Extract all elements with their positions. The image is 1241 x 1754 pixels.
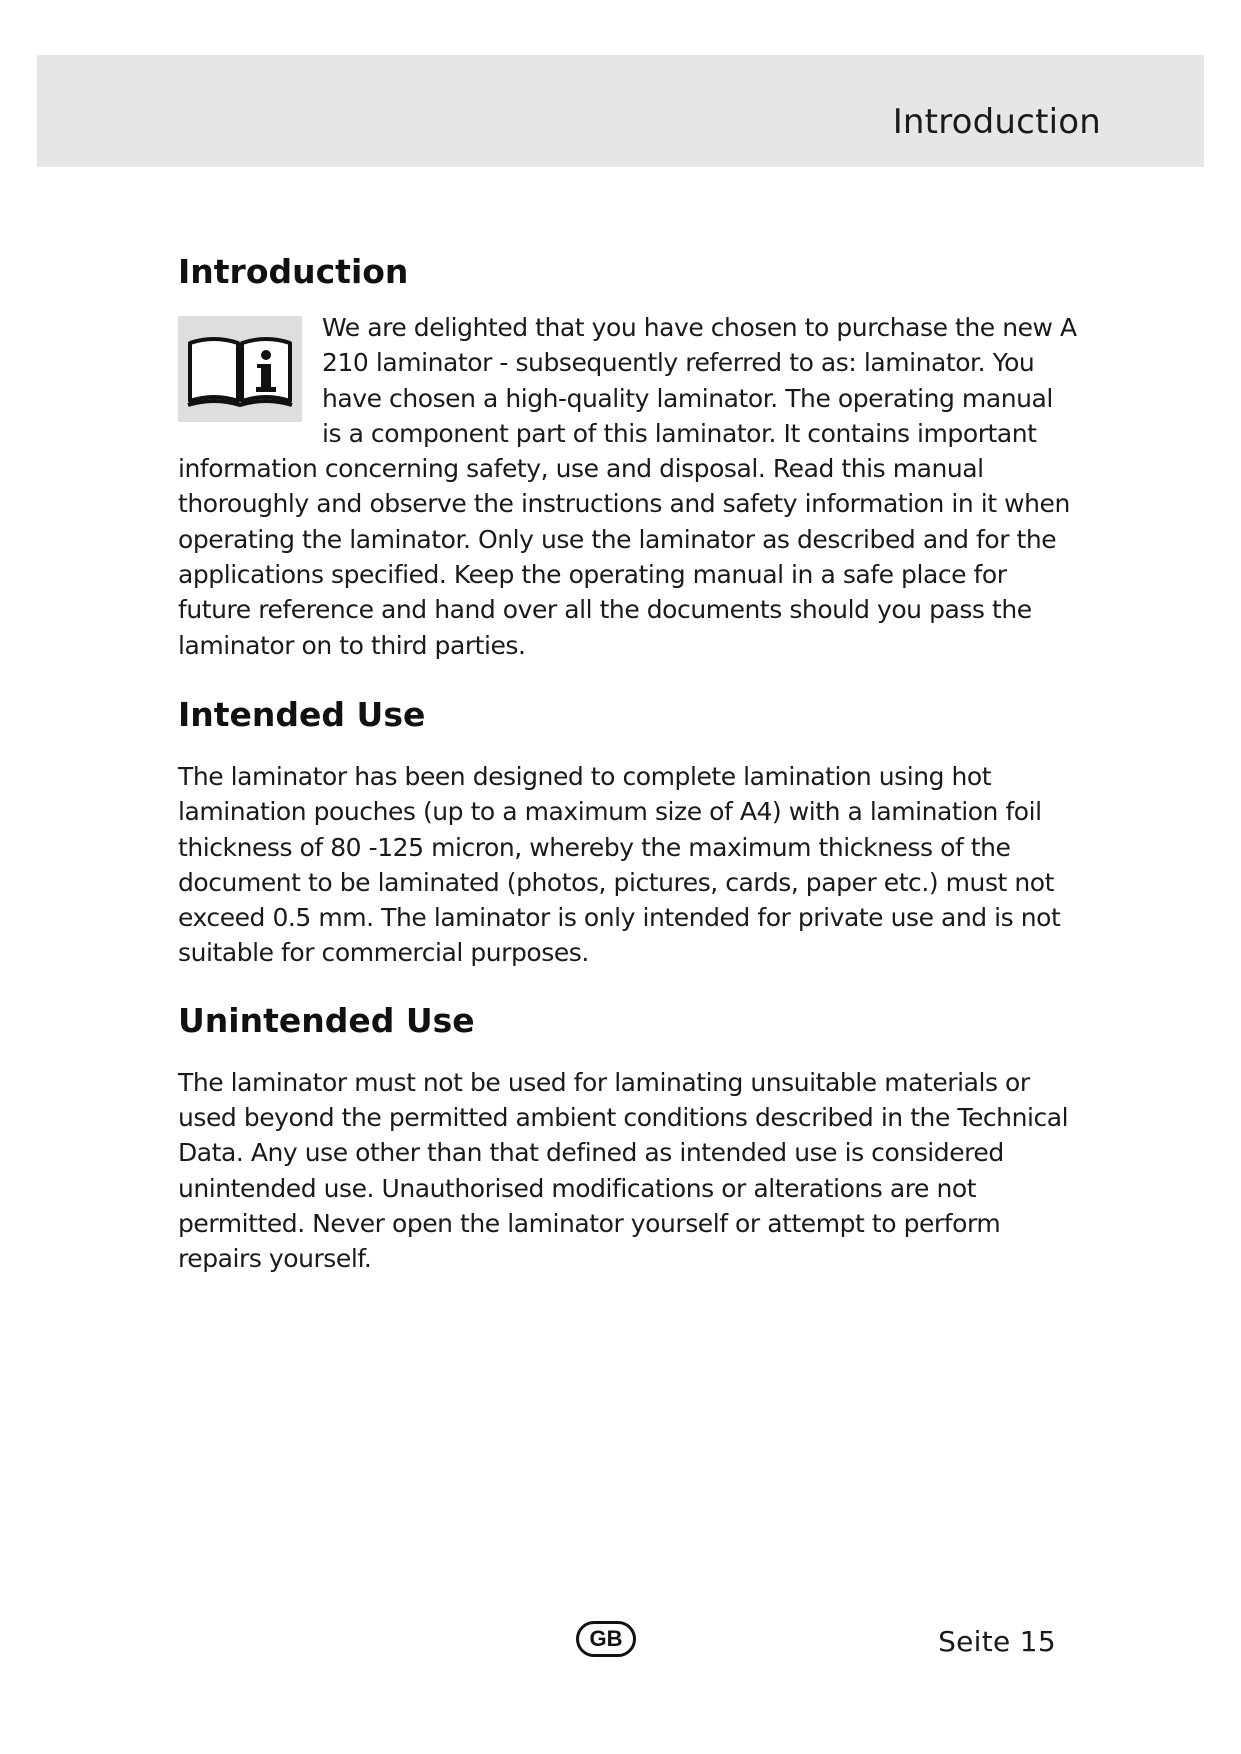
info-book-icon [178, 316, 302, 422]
page-number: Seite 15 [938, 1625, 1056, 1658]
section-introduction [178, 248, 1078, 663]
introduction-body: We are delighted that you have chosen to purchase the new A 210 laminator - subsequently referred to as: laminator. You have chosen a high-quality laminator. The operating manual is a component part of this laminator. It contains important information concerning safety, use and disposal. Read this manual thoroughly and observe the instructions and safety information in it when operating the laminator. Only use the laminator as described and for the applications specified. Keep the operating manual in a safe place for future reference and hand over all the documents should you pass the laminator on to third parties. [178, 313, 1077, 660]
unintended-use-body: The laminator must not be used for laminating unsuitable materials or used beyond the permitted ambient conditions described in the Technical Data. Any use other than that defined as intended use is considered unintended use. Unauthorised modifications or alterations are not permitted. Never open the laminator yourself or attempt to perform repairs yourself. [178, 1067, 1069, 1274]
intended-use-body: The laminator has been designed to complete lamination using hot lamination pouches (up to a maximum size of A4) with a lamination foil thickness of 80 -125 micron, whereby the maximum thickness of the document to be laminated (photos, pictures, cards, paper etc.) must not exceed 0.5 mm. The laminator is only intended for private use and is not suitable for commercial purposes. [178, 761, 1061, 968]
page-content [178, 248, 1078, 1277]
section-unintended-use [178, 997, 1078, 1277]
language-badge: GB [576, 1621, 636, 1657]
running-header-title: Introduction [892, 102, 1101, 142]
section-intended-use [178, 691, 1078, 971]
introduction-heading: Introduction [178, 252, 409, 291]
unintended-use-heading: Unintended Use [178, 1000, 475, 1040]
intended-use-heading: Intended Use [178, 694, 426, 734]
